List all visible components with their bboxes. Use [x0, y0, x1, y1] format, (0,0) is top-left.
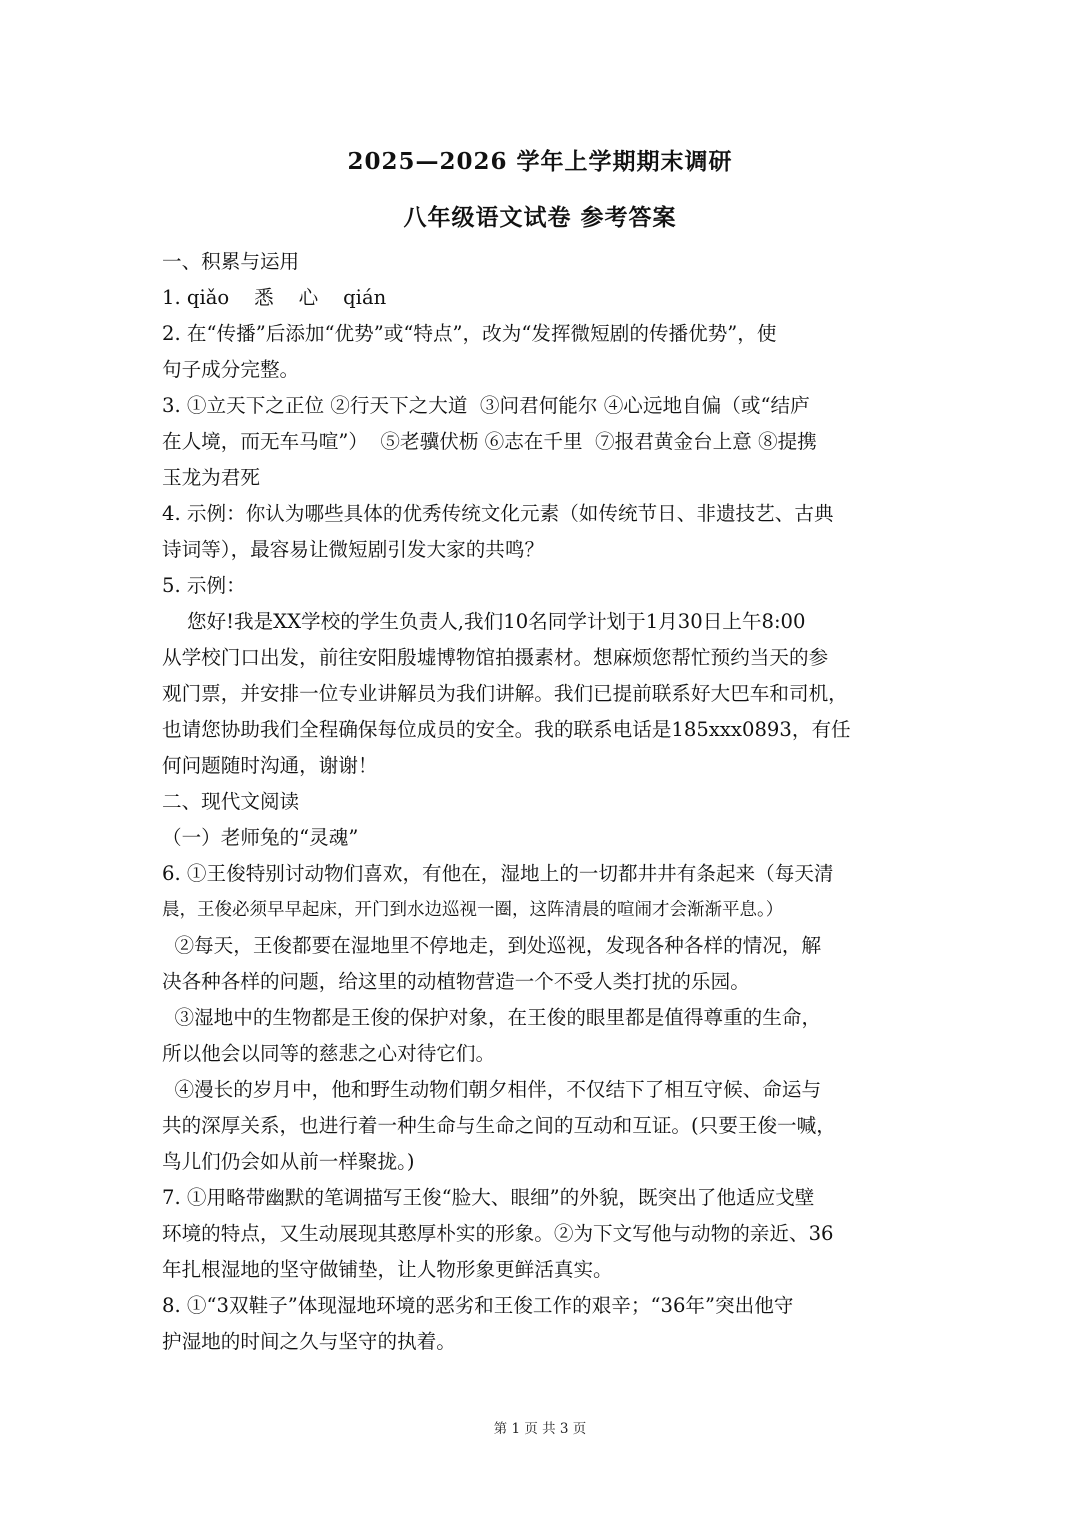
text-line: 5. 示例： — [162, 574, 246, 597]
text-line: （一）老师兔的“灵魂” — [162, 826, 359, 849]
answer-content — [162, 244, 922, 1360]
text-line: 您好!我是XX学校的学生负责人,我们10名同学计划于1月30日上午8:00 — [162, 610, 806, 633]
text-line: 6. ①王俊特别讨动物们喜欢，有他在，湿地上的一切都井井有条起来（每天清 — [162, 862, 834, 885]
text-line: ③湿地中的生物都是王俊的保护对象，在王俊的眼里都是值得尊重的生命， — [162, 1006, 822, 1029]
text-line: 1. qiǎo 悉 心 qián — [162, 286, 387, 309]
text-line: 8. ①“3双鞋子”体现湿地环境的恶劣和王俊工作的艰辛；“36年”突出他守 — [162, 1294, 794, 1317]
text-line: 何问题随时沟通，谢谢！ — [162, 754, 378, 777]
text-line: 晨，王俊必须早早起床，开门到水边巡视一圈，这阵清晨的喧闹才会渐渐平息。） — [162, 900, 784, 920]
text-line: 环境的特点，又生动展现其憨厚朴实的形象。②为下文写他与动物的亲近、36 — [162, 1222, 834, 1245]
text-line: 玉龙为君死 — [162, 466, 260, 489]
text-line: 句子成分完整。 — [162, 358, 300, 381]
text-line: 观门票，并安排一位专业讲解员为我们讲解。我们已提前联系好大巴车和司机， — [162, 682, 848, 705]
text-line: 所以他会以同等的慈悲之心对待它们。 — [162, 1042, 496, 1065]
text-line: 共的深厚关系，也进行着一种生命与生命之间的互动和互证。(只要王俊一喊， — [162, 1114, 836, 1137]
text-line: 诗词等），最容易让微短剧引发大家的共鸣？ — [162, 538, 545, 561]
text-line: 在人境，而无车马喧”） ⑤老骥伏枥 ⑥志在千里 ⑦报君黄金台上意 ⑧提携 — [162, 430, 817, 453]
text-line: 年扎根湿地的坚守做铺垫，让人物形象更鲜活真实。 — [162, 1258, 613, 1281]
page-title: 2025—2026 学年上学期期末调研 — [347, 148, 733, 175]
text-line: 一、积累与运用 — [162, 250, 300, 273]
text-line: 3. ①立天下之正位 ②行天下之大道 ③问君何能尔 ④心远地自偏（或“结庐 — [162, 394, 810, 417]
text-line: 也请您协助我们全程确保每位成员的安全。我的联系电话是185xxx0893，有任 — [162, 718, 851, 741]
text-line: 鸟儿们仍会如从前一样聚拢。) — [162, 1150, 415, 1173]
page-footer: 第 1 页 共 3 页 — [493, 1421, 587, 1437]
text-line: 护湿地的时间之久与坚守的执着。 — [162, 1330, 456, 1353]
text-line: 2. 在“传播”后添加“优势”或“特点”，改为“发挥微短剧的传播优势”，使 — [162, 322, 777, 345]
text-line: 从学校门口出发，前往安阳殷墟博物馆拍摄素材。想麻烦您帮忙预约当天的参 — [162, 646, 829, 669]
page-subtitle: 八年级语文试卷 参考答案 — [403, 204, 677, 231]
text-line: ④漫长的岁月中，他和野生动物们朝夕相伴，不仅结下了相互守候、命运与 — [162, 1078, 822, 1101]
text-line: 7. ①用略带幽默的笔调描写王俊“脸大、眼细”的外貌，既突出了他适应戈壁 — [162, 1186, 815, 1209]
text-line: 二、现代文阅读 — [162, 790, 300, 813]
text-line: 决各种各样的问题，给这里的动植物营造一个不受人类打扰的乐园。 — [162, 970, 750, 993]
text-line: 4. 示例：你认为哪些具体的优秀传统文化元素（如传统节日、非遗技艺、古典 — [162, 502, 834, 525]
text-line: ②每天，王俊都要在湿地里不停地走，到处巡视，发现各种各样的情况，解 — [162, 934, 822, 957]
